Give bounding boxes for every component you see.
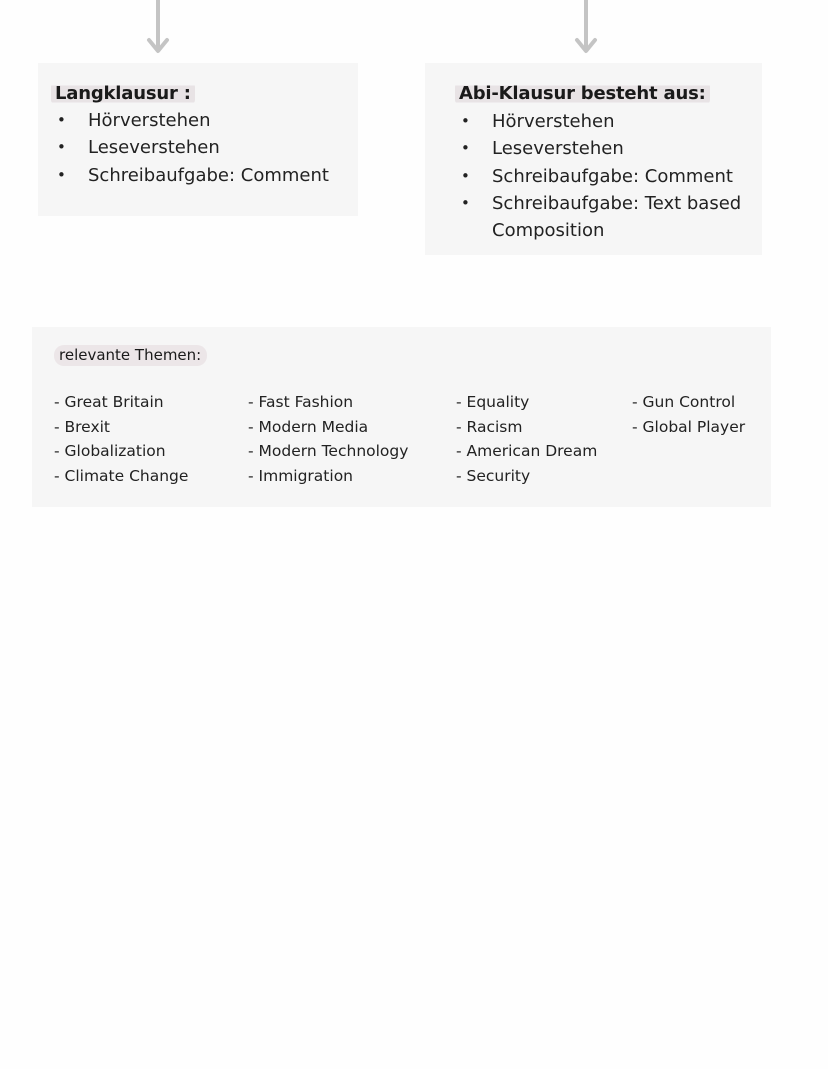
topic-item: - Equality [456,393,530,411]
list-item-text: Leseverstehen [88,137,220,159]
list-item [56,162,351,189]
list-item-text: Schreibaufgabe: Text based Composition [492,192,742,242]
bullet-icon: • [461,139,470,158]
list-item-text: Schreibaufgabe: Comment [88,164,329,186]
list-item [56,107,351,134]
topic-item: - Fast Fashion [248,393,354,411]
bullet-icon: • [57,111,66,129]
topic-item: - Racism [456,417,523,436]
topic-item: - American Dream [456,442,598,460]
topic-item: - Modern Media [248,417,369,436]
list-item-text: Schreibaufgabe: Comment [492,165,733,187]
topic-column-1 [54,390,188,488]
langklausur-title: Langklausur : [51,83,195,104]
topic-item: - Security [456,466,531,485]
topic-column-2 [248,390,408,488]
topic-item: - Immigration [248,466,353,485]
topic-item: - Climate Change [54,466,189,485]
list-item [56,134,351,161]
langklausur-list [56,107,351,189]
bullet-icon: • [57,138,66,157]
list-item-text: Hörverstehen [492,111,615,132]
langklausur-box [38,63,358,216]
abi-klausur-title: Abi-Klausur besteht aus: [455,83,710,104]
topic-item: - Great Britain [54,393,164,411]
list-item-text: Hörverstehen [88,110,211,131]
topic-item: - Gun Control [632,393,736,411]
bullet-icon: • [461,112,470,130]
bullet-icon: • [461,166,470,185]
down-arrow-icon-right [574,0,598,56]
list-item [460,135,755,162]
topic-column-4 [632,390,745,439]
bullet-icon: • [57,165,66,184]
abi-klausur-list [460,108,755,244]
relevante-themen-box [32,327,771,507]
topic-item: - Modern Technology [248,442,409,460]
relevante-themen-title: relevante Themen: [54,345,207,366]
down-arrow-icon-left [146,0,170,56]
topic-column-3 [456,390,597,488]
topic-item: - Global Player [632,417,746,436]
list-item-text: Leseverstehen [492,138,624,160]
list-item [460,190,755,245]
abi-klausur-box [425,63,762,255]
topic-item: - Globalization [54,442,166,460]
list-item [460,163,755,190]
list-item [460,108,755,135]
bullet-icon: • [461,193,470,212]
topic-item: - Brexit [54,417,111,436]
